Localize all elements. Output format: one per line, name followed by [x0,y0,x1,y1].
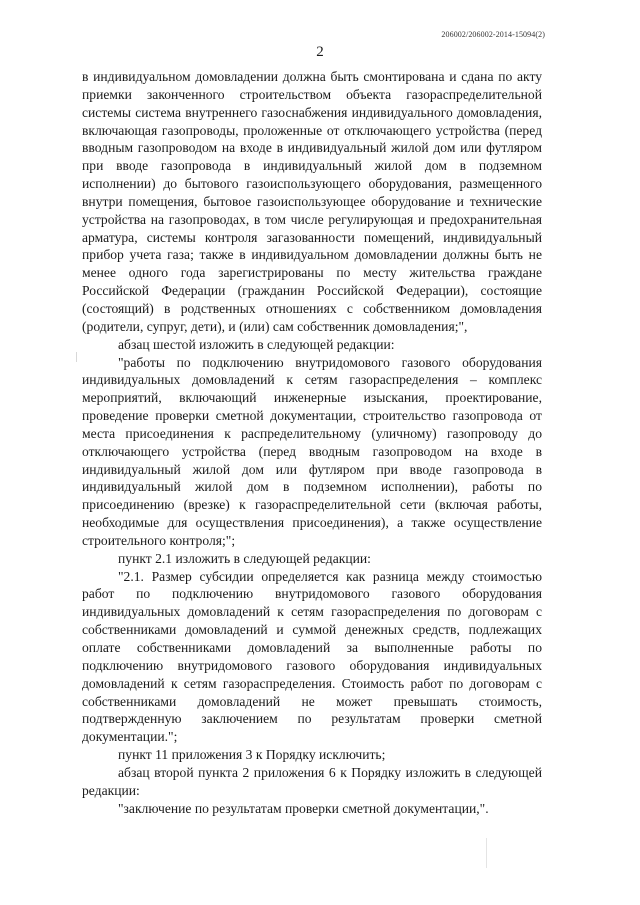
document-body [82,68,542,817]
scan-artifact [76,352,77,362]
paragraph-amendment-instruction-2-1: пункт 2.1 изложить в следующей редакции: [118,550,371,566]
paragraph-exclude-item-11: пункт 11 приложения 3 к Порядку исключить; [118,747,386,763]
page-number: 2 [316,44,324,60]
paragraph-works-definition: "работы по подключению внутридомового газового оборудования индивидуальных домовладений к сетям газораспределения – комплекс мероприятий, включающий инженерные изыскания, проектирование, проведение проверки сметной документации, строительство газопровода от места присоединения к распределительному (уличному) газопроводу до отключающего устройства (перед вводным газопроводом на входе в индивидуальный жилой дом или футляром при вводе газопровода в индивидуальный жилой дом в подземном исполнении), работы по присоединению (врезке) к газораспределительной сети (включая работы, необходимые для осуществления присоединения), а также осуществление строительного контроля;"; [82,354,542,548]
paragraph-eligibility-conditions: в индивидуальном домовладении должна быть смонтирована и сдана по акту приемки законченного строительством объекта газораспределительной системы система внутреннего газоснабжения индивидуального домовладения, включающая газопроводы, проложенные от отключающего устройства (перед вводным газопроводом на входе в индивидуальный жилой дом или футляром при вводе газопровода в индивидуальный жилой дом в подземном исполнении) до бытового газоиспользующего оборудования, размещенного внутри помещения, бытовое газоиспользующее оборудование и технические устройства на газопроводах, в том числе регулирующая и предохранительная арматура, системы контроля загазованности помещений, индивидуальный прибор учета газа; также в индивидуальном домовладении должны быть не менее одного года зарегистрированы по месту жительства граждане Российской Федерации (гражданин Российской Федерации), состоящие (состоящий) в родственных отношениях с собственником домовладения (родители, супруг, дети), и (или) сам собственник домовладения;", [82,69,542,334]
paragraph-conclusion-text: "заключение по результатам проверки сметной документации,". [118,800,489,816]
scan-artifact [486,838,487,868]
paragraph-amendment-instruction-6: абзац шестой изложить в следующей редакции: [118,336,395,352]
paragraph-subsidy-size: "2.1. Размер субсидии определяется как разница между стоимостью работ по подключению внутридомового газового оборудования индивидуальных домовладений к сетям газораспределения по договорам с собственниками домовладений и суммой денежных средств, подлежащих оплате собственниками домовладений за выполненные работы по подключению внутридомового газового оборудования индивидуальных домовладений к сетям газораспределения. Стоимость работ по договорам с собственниками домовладений не может превышать стоимость, подтвержденную заключением по результатам проверки сметной документации."; [82,568,542,745]
document-number: 206002/206002-2014-15094(2) [441,30,545,39]
paragraph-amendment-appendix-6: абзац второй пункта 2 приложения 6 к Порядку изложить в следующей редакции: [82,764,542,798]
